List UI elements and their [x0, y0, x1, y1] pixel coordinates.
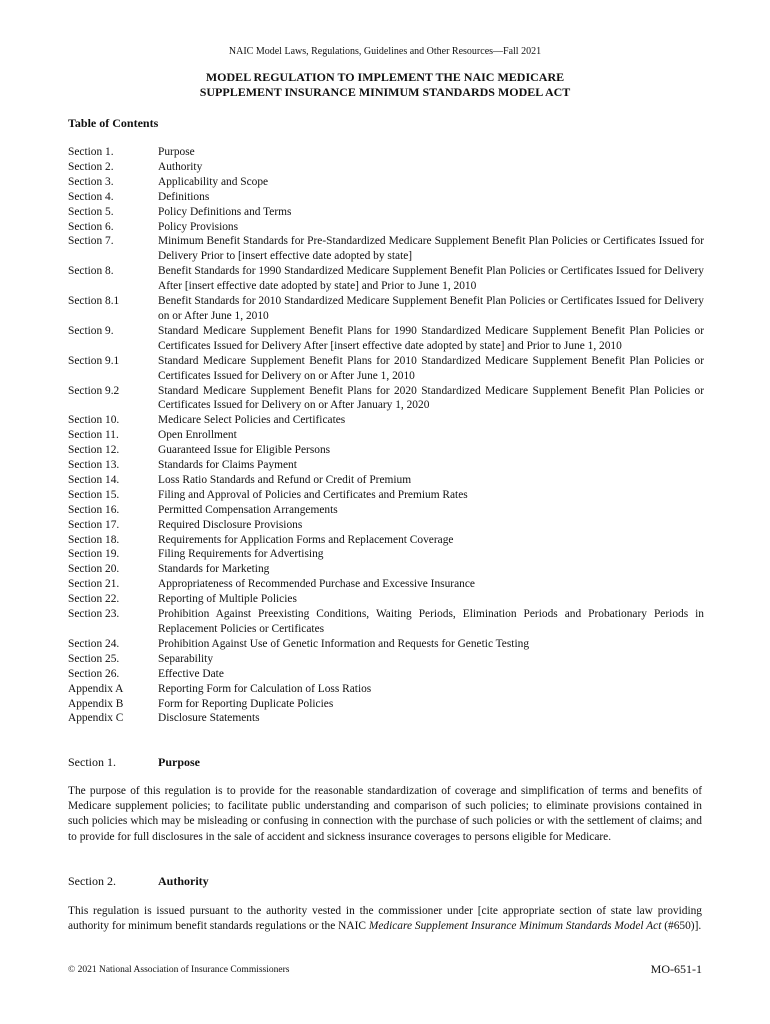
toc-entry [68, 264, 704, 294]
toc-entry-number: Section 25. [68, 652, 120, 665]
toc-entry-title: Required Disclosure Provisions [158, 518, 303, 531]
toc-entry-title: Disclosure Statements [158, 712, 260, 725]
toc-entry [68, 637, 704, 652]
toc-entry [68, 607, 704, 637]
toc-entry-number: Section 13. [68, 459, 120, 472]
toc-entry-number: Section 7. [68, 235, 114, 248]
toc-entry-title: Applicability and Scope [158, 175, 269, 188]
toc-entry-title: Standard Medicare Supplement Benefit Plans for 2020 Standardized Medicare Supplement Benefit Plan Policies or Certificates Issued for Delivery on or After January 1, 2020 [158, 384, 704, 412]
toc-entry-number: Section 14. [68, 473, 120, 486]
toc-entry-number: Section 23. [68, 608, 120, 621]
toc-entry-number: Section 3. [68, 175, 114, 188]
toc-entry-title: Reporting Form for Calculation of Loss Ratios [158, 682, 372, 695]
toc-entry-title: Reporting of Multiple Policies [158, 593, 297, 606]
toc-entry [68, 667, 704, 682]
toc-entry-number: Appendix C [68, 712, 124, 725]
toc-entry [68, 547, 704, 562]
toc-entry-number: Section 22. [68, 593, 120, 606]
toc-entry-number: Section 20. [68, 563, 120, 576]
footer-copyright: © 2021 National Association of Insurance Commissioners [68, 965, 290, 975]
toc-entry-number: Section 1. [68, 146, 114, 158]
section-2-paragraph [68, 904, 702, 934]
toc-entry [68, 711, 704, 726]
toc-entry-title: Prohibition Against Preexisting Conditions, Waiting Periods, Elimination Periods and Probationary Periods in Replacement Policies or Certificates [158, 608, 704, 635]
title-line-2: SUPPLEMENT INSURANCE MINIMUM STANDARDS MODEL ACT [199, 85, 571, 99]
section-2-heading [68, 874, 209, 889]
section-number: Section 1. [68, 755, 116, 769]
toc-entry-title: Medicare Select Policies and Certificates [158, 414, 346, 427]
toc-entry [68, 175, 704, 190]
toc-entry-number: Appendix B [68, 697, 124, 710]
toc-entry-title: Authority [158, 160, 203, 173]
toc-entry-number: Section 9.1 [68, 354, 120, 367]
toc-entry [68, 324, 704, 354]
toc-entry-number: Section 8. [68, 265, 114, 278]
toc-entry-number: Section 18. [68, 533, 120, 546]
toc-entry-number: Section 8.1 [68, 295, 120, 308]
toc-entry [68, 428, 704, 443]
table-of-contents [68, 145, 704, 726]
toc-entry-number: Section 17. [68, 518, 120, 531]
toc-entry [68, 458, 704, 473]
toc-entry-number: Section 6. [68, 220, 114, 233]
toc-entry-number: Section 4. [68, 190, 114, 203]
toc-entry [68, 413, 704, 428]
toc-entry-title: Open Enrollment [158, 429, 237, 442]
toc-entry [68, 697, 704, 712]
toc-entry-title: Effective Date [158, 667, 224, 680]
toc-entry [68, 577, 704, 592]
toc-entry [68, 592, 704, 607]
section-2-text-end: (#650)]. [661, 920, 702, 933]
toc-entry-title: Standards for Claims Payment [158, 459, 297, 472]
toc-entry [68, 205, 704, 220]
toc-heading: Table of Contents [68, 116, 159, 130]
toc-entry [68, 145, 704, 160]
document-title [0, 70, 770, 100]
toc-entry-number: Section 11. [68, 429, 119, 442]
toc-entry-number: Section 5. [68, 205, 114, 218]
toc-entry-number: Section 9.2 [68, 384, 120, 397]
section-title: Authority [158, 874, 209, 888]
toc-entry-number: Section 21. [68, 578, 120, 591]
toc-entry-number: Section 15. [68, 488, 120, 501]
toc-entry-title: Guaranteed Issue for Eligible Persons [158, 444, 331, 457]
toc-entry [68, 533, 704, 548]
toc-entry-title: Filing and Approval of Policies and Certificates and Premium Rates [158, 488, 468, 501]
toc-entry [68, 503, 704, 518]
toc-entry-title: Permitted Compensation Arrangements [158, 503, 338, 516]
toc-entry [68, 682, 704, 697]
toc-entry [68, 562, 704, 577]
toc-entry [68, 473, 704, 488]
toc-entry-number: Section 24. [68, 637, 120, 650]
section-1-paragraph: The purpose of this regulation is to provide for the reasonable standardization of coverage and simplification of terms and benefits of Medicare supplement policies; to facilitate public understanding and comparison of such policies; to eliminate provisions contained in such policies which may be misleading or confusing in connection with the purchase of such policies or with the settlement of claims; and to provide for full disclosures in the sale of accident and sickness insurance coverages to persons eligible for Medicare. [68, 785, 702, 843]
model-act-citation: Medicare Supplement Insurance Minimum Standards Model Act [368, 920, 662, 933]
toc-entry-title: Appropriateness of Recommended Purchase and Excessive Insurance [158, 578, 475, 591]
toc-entry-title: Benefit Standards for 2010 Standardized Medicare Supplement Benefit Plan Policies or Certificates Issued for Delivery on or After June 1, 2010 [158, 295, 704, 322]
toc-entry [68, 518, 704, 533]
toc-entry [68, 190, 704, 205]
toc-entry-number: Section 9. [68, 324, 114, 337]
toc-entry-title: Policy Provisions [158, 220, 239, 233]
toc-entry [68, 220, 704, 235]
toc-entry [68, 488, 704, 503]
toc-entry-title: Prohibition Against Use of Genetic Information and Requests for Genetic Testing [158, 637, 530, 650]
section-number: Section 2. [68, 874, 116, 888]
toc-entry-title: Purpose [158, 146, 195, 158]
toc-entry-title: Standard Medicare Supplement Benefit Plans for 1990 Standardized Medicare Supplement Benefit Plan Policies or Certificates Issued for Delivery After [insert effective date adopted by state] and Prior to June 1, 2010 [158, 324, 704, 352]
toc-entry-number: Section 16. [68, 503, 120, 516]
footer-page-id: MO-651-1 [650, 962, 702, 976]
toc-entry-number: Section 2. [68, 160, 114, 173]
section-title: Purpose [158, 755, 200, 769]
toc-entry-title: Form for Reporting Duplicate Policies [158, 697, 334, 710]
toc-entry-title: Minimum Benefit Standards for Pre-Standardized Medicare Supplement Benefit Plan Policies or Certificates Issued for Delivery Prior to [insert effective date adopted by state] [158, 235, 704, 263]
toc-entry-title: Standards for Marketing [158, 563, 270, 576]
running-head: NAIC Model Laws, Regulations, Guidelines and Other Resources—Fall 2021 [228, 46, 542, 57]
section-1-heading [68, 755, 200, 770]
toc-entry-number: Section 12. [68, 444, 120, 457]
toc-entry-title: Requirements for Application Forms and Replacement Coverage [158, 533, 454, 546]
toc-entry-title: Standard Medicare Supplement Benefit Plans for 2010 Standardized Medicare Supplement Benefit Plan Policies or Certificates Issued for Delivery on or After June 1, 2010 [158, 354, 704, 382]
toc-entry [68, 234, 704, 264]
toc-entry-title: Policy Definitions and Terms [158, 205, 292, 218]
toc-entry [68, 652, 704, 667]
section-2-text-start: This regulation is issued pursuant to the authority vested in the commissioner under [cite appropriate section of state law providing authority for minimum benefit standards regulations or the NAIC [68, 905, 702, 933]
toc-entry-number: Section 10. [68, 414, 120, 427]
toc-entry [68, 294, 704, 324]
toc-entry-title: Loss Ratio Standards and Refund or Credit of Premium [158, 473, 412, 486]
toc-entry-title: Definitions [158, 190, 210, 203]
toc-entry-title: Separability [158, 652, 214, 665]
toc-entry [68, 384, 704, 414]
toc-entry [68, 443, 704, 458]
title-line-1: MODEL REGULATION TO IMPLEMENT THE NAIC MEDICARE [205, 70, 565, 84]
toc-entry-number: Appendix A [68, 682, 124, 695]
toc-entry-number: Section 26. [68, 667, 120, 680]
toc-entry-title: Filing Requirements for Advertising [158, 548, 324, 561]
toc-entry-title: Benefit Standards for 1990 Standardized Medicare Supplement Benefit Plan Policies or Certificates Issued for Delivery After [insert effective date adopted by state] and Prior to June 1, 2010 [158, 265, 704, 293]
toc-entry [68, 354, 704, 384]
toc-entry [68, 160, 704, 175]
toc-entry-number: Section 19. [68, 548, 120, 561]
